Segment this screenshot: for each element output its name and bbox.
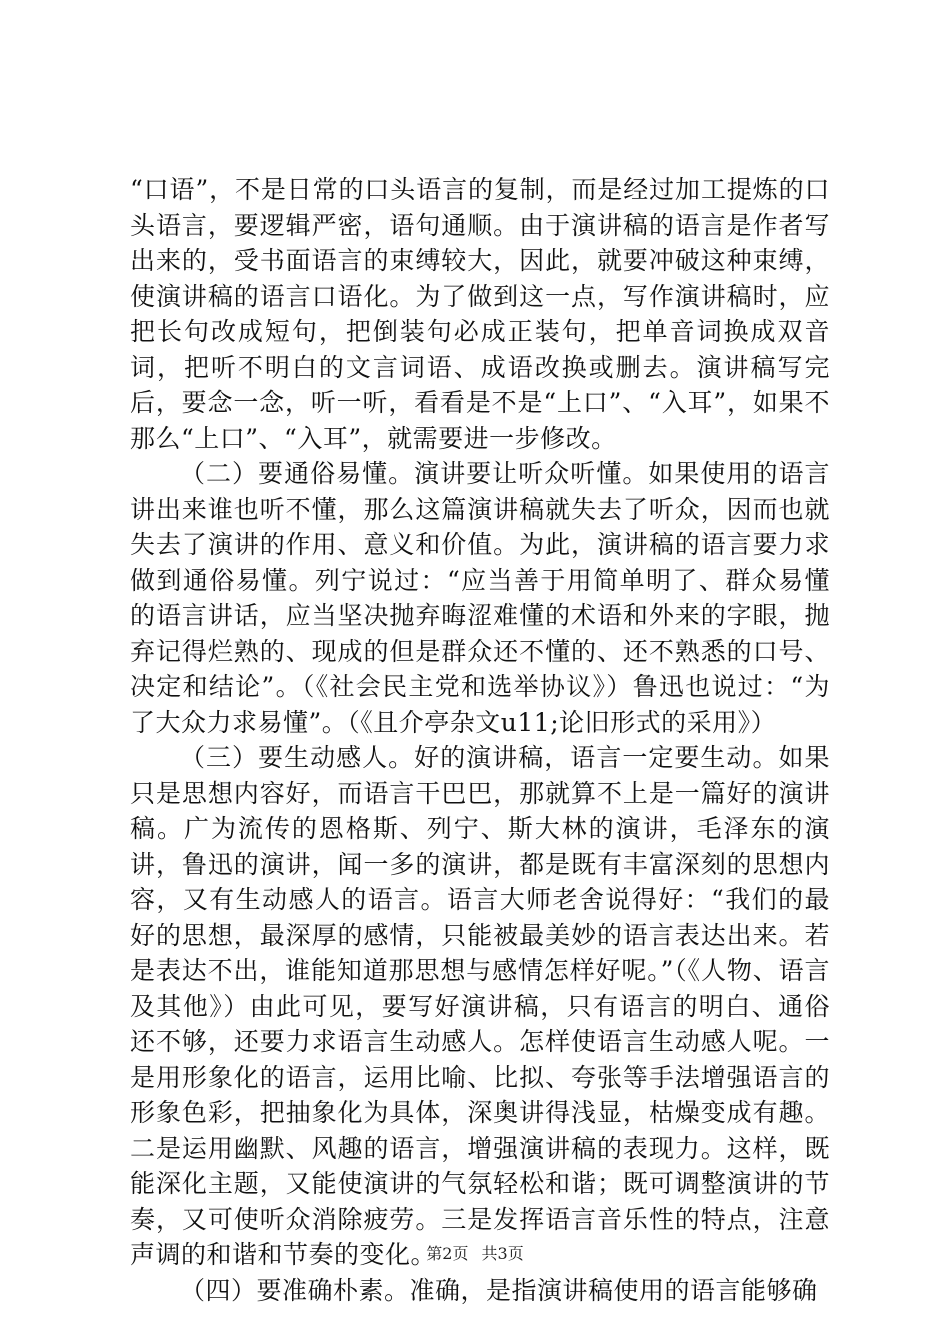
paragraph-section-three: （三）要生动感人。好的演讲稿，语言一定要生动。如果只是思想内容好，而语言干巴巴，那就算不上是一篇好的演讲稿。广为流传的恩格斯、列宁、斯大林的演讲，毛泽东的演讲，鲁迅的演讲，闻一多的演讲，都是既有丰富深刻的思想内容，又有生动感人的语言。语言大师老舍说得好：“我们的最好的思想，最深厚的感情，只能被最美妙的语言表达出来。若是表达不出，谁能知道那思想与感情怎样好呢。”（《人物、语言及其他》）由此可见，要写好演讲稿，只有语言的明白、通俗还不够，还要力求语言生动感人。怎样使语言生动感人呢。一是用形象化的语言，运用比喻、比拟、夸张等手法增强语言的形象色彩，把抽象化为具体，深奥讲得浅显，枯燥变成有趣。二是运用幽默、风趣的语言，增强演讲稿的表现力。这样，既能深化主题，又能使演讲的气氛轻松和谐；既可调整演讲的节奏，又可使听众消除疲劳。三是发挥语言音乐性的特点，注意声调的和谐和节奏的变化。	[130, 743, 830, 1269]
paragraph-section-four: （四）要准确朴素。准确，是指演讲稿使用的语言能够确	[180, 1275, 818, 1305]
paragraph-colloquial-continuation: “口语”，不是日常的口头语言的复制，而是经过加工提炼的口头语言，要逻辑严密，语句通顺。由于演讲稿的语言是作者写出来的，受书面语言的束缚较大，因此，就要冲破这种束缚，使演讲稿的语言口语化。为了做到这一点，写作演讲稿时，应把长句改成短句，把倒装句必成正装句，把单音词换成双音词，把听不明白的文言词语、成语改换或删去。演讲稿写完后，要念一念，听一听，看看是不是“上口”、“入耳”，如果不那么“上口”、“入耳”，就需要进一步修改。	[130, 175, 830, 453]
paragraph-section-two: （二）要通俗易懂。演讲要让听众听懂。如果使用的语言讲出来谁也听不懂，那么这篇演讲稿就失去了听众，因而也就失去了演讲的作用、意义和价值。为此，演讲稿的语言要力求做到通俗易懂。列宁说过：“应当善于用简单明了、群众易懂的语言讲话，应当坚决抛弃晦涩难懂的术语和外来的字眼，抛弃记得烂熟的、现成的但是群众还不懂的、还不熟悉的口号、决定和结论”。（《社会民主党和选举协议》）鲁迅也说过：“为了大众力求易懂”。（《且介亭杂文u11;论旧形式的采用》）	[130, 459, 830, 737]
page-number: 第2页	[426, 1244, 469, 1263]
page-footer	[0, 1243, 950, 1265]
page-total: 共3页	[481, 1244, 524, 1263]
document-body	[130, 172, 830, 1308]
